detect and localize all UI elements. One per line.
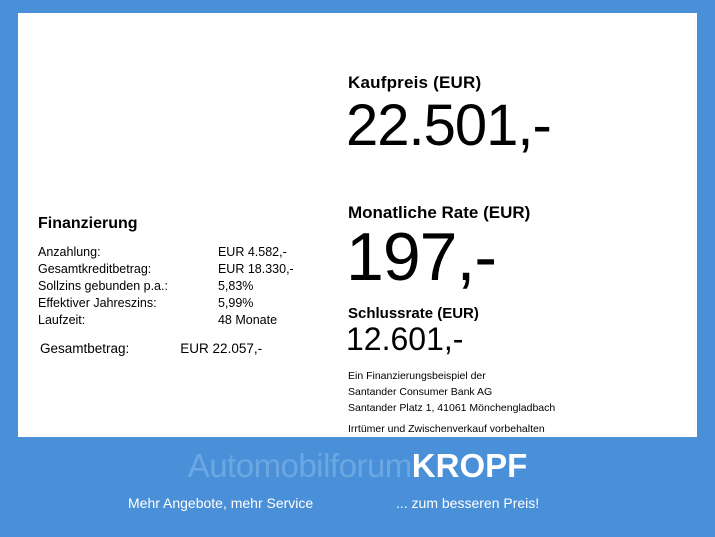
financing-row-value: EUR 18.330,- <box>217 262 294 276</box>
financing-row-label: Laufzeit: <box>38 313 86 327</box>
purchase-price-value: 22.501,- <box>346 93 551 158</box>
financing-total-label: Gesamtbetrag: <box>40 341 130 356</box>
table-row <box>38 313 294 330</box>
bank-note-line-3: Santander Platz 1, 41061 Mönchengladbach <box>348 402 556 414</box>
table-row <box>38 245 294 262</box>
financing-total-row <box>38 339 264 358</box>
financing-title: Finanzierung <box>38 215 138 232</box>
financing-row-value: EUR 4.582,- <box>217 245 287 259</box>
final-installment-label: Schlussrate (EUR) <box>348 305 479 322</box>
financing-total-value: EUR 22.057,- <box>180 341 263 356</box>
tagline-left: Mehr Angebote, mehr Service <box>128 495 314 511</box>
brand-logo <box>18 449 697 482</box>
financing-row-value: 48 Monate <box>217 313 278 327</box>
monthly-rate-value: 197,- <box>346 219 496 295</box>
bank-note <box>348 368 555 416</box>
footer-band <box>18 437 697 524</box>
financing-row-label: Anzahlung: <box>38 245 101 259</box>
table-row <box>38 262 294 279</box>
brand-name-bold: KROPF <box>411 447 528 484</box>
disclaimer-text: Irrtümer und Zwischenverkauf vorbehalten <box>348 423 545 435</box>
brand-name-light: Automobilforum <box>187 447 412 484</box>
table-row <box>40 341 262 356</box>
financing-row-value: 5,83% <box>217 279 254 293</box>
financing-row-value: 5,99% <box>217 296 254 310</box>
bank-note-line-2: Santander Consumer Bank AG <box>348 386 493 398</box>
table-row <box>38 296 294 313</box>
financing-table <box>38 245 294 330</box>
purchase-price-label: Kaufpreis (EUR) <box>348 73 482 92</box>
monthly-rate-label: Monatliche Rate (EUR) <box>348 203 531 222</box>
bank-note-line-1: Ein Finanzierungsbeispiel der <box>348 370 486 382</box>
financing-row-label: Sollzins gebunden p.a.: <box>38 279 168 293</box>
financing-row-label: Gesamtkreditbetrag: <box>38 262 152 276</box>
table-row <box>38 279 294 296</box>
financing-row-label: Effektiver Jahreszins: <box>38 296 157 310</box>
final-installment-value: 12.601,- <box>346 321 464 357</box>
tagline-right: ... zum besseren Preis! <box>396 495 540 511</box>
